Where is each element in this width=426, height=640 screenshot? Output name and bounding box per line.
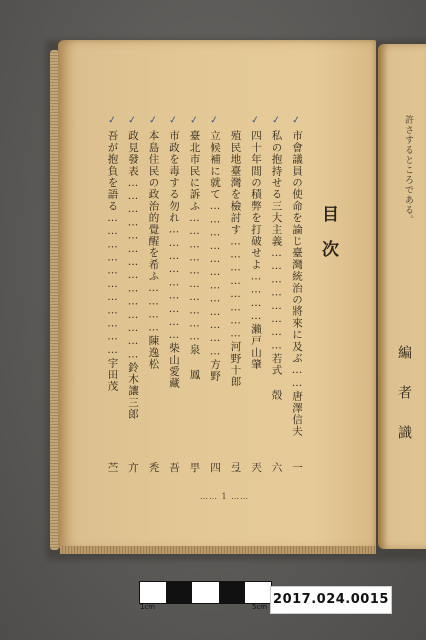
toc-entry: 殖民地臺灣を檢討す……………………河野十郎 xyxy=(229,130,242,388)
check-mark-icon: ✓ xyxy=(147,114,158,127)
scale-bar xyxy=(139,581,272,604)
toc-entry-page: 亣 xyxy=(127,462,139,474)
page-bottom-edge xyxy=(60,546,376,554)
toc-entry-page: 甼 xyxy=(188,462,201,474)
scale-segment xyxy=(245,582,271,603)
check-mark-icon: ✓ xyxy=(168,114,179,127)
check-mark-icon: ✓ xyxy=(127,114,138,127)
toc-entry: 市政を毒する勿れ………………………柴山愛藏 xyxy=(168,130,180,390)
toc-entry-page: 一 xyxy=(291,462,303,474)
toc-entry: 政見發表……………………………………鈴木讓三郎 xyxy=(127,130,139,421)
toc-entry-page: 兲 xyxy=(250,462,262,474)
toc-entry: 市會議員の使命を論じ臺灣統治の將來に及ぶ……唐澤信夫 xyxy=(291,130,303,438)
page-number: …… 1 …… xyxy=(200,492,250,501)
toc-entry: 本島住民の政治的覺醒を希ふ…………陳逸松 xyxy=(147,130,160,370)
toc-entry: 吾が抱負を語る……………………………宇田茂 xyxy=(106,130,119,393)
catalog-number: 2017.024.0015 xyxy=(270,586,392,614)
check-mark-icon: ✓ xyxy=(106,114,117,127)
scale-segment xyxy=(192,582,218,603)
toc-title: 目次 xyxy=(318,205,338,275)
check-mark-icon: ✓ xyxy=(209,114,220,127)
check-mark-icon: ✓ xyxy=(291,114,302,127)
toc-entry-page: 吾 xyxy=(168,462,180,474)
toc-entry-page: 秃 xyxy=(147,462,160,474)
toc-entry: 四十年間の積弊を打破せよ…………瀨戸山肇 xyxy=(250,130,262,370)
editor-label: 編者識 xyxy=(396,345,412,465)
scale-label-left: 1cm xyxy=(140,603,156,611)
check-mark-icon: ✓ xyxy=(188,114,199,127)
check-mark-icon: ✓ xyxy=(270,114,281,127)
toc-entry: 私の抱持せる三大主義……………………若式 殻 xyxy=(270,130,283,401)
toc-entry-page: 苎 xyxy=(106,462,119,474)
check-mark-icon: ✓ xyxy=(250,114,261,127)
toc-entry-page: 弖 xyxy=(229,462,242,474)
toc-entry: 臺北市民に訴ふ…………………………泉 鳳 xyxy=(188,130,201,381)
toc-entry-page: 六 xyxy=(270,462,283,474)
facing-page-text: 許さするところである。 xyxy=(403,115,413,225)
scale-segment xyxy=(219,582,245,603)
scale-segment xyxy=(166,582,192,603)
toc-entry: 立候補に就て………………………………方野 xyxy=(209,130,221,382)
scale-label-right: 5cm xyxy=(252,603,268,611)
scale-segment xyxy=(140,582,166,603)
toc-entry-page: 四 xyxy=(209,462,221,474)
